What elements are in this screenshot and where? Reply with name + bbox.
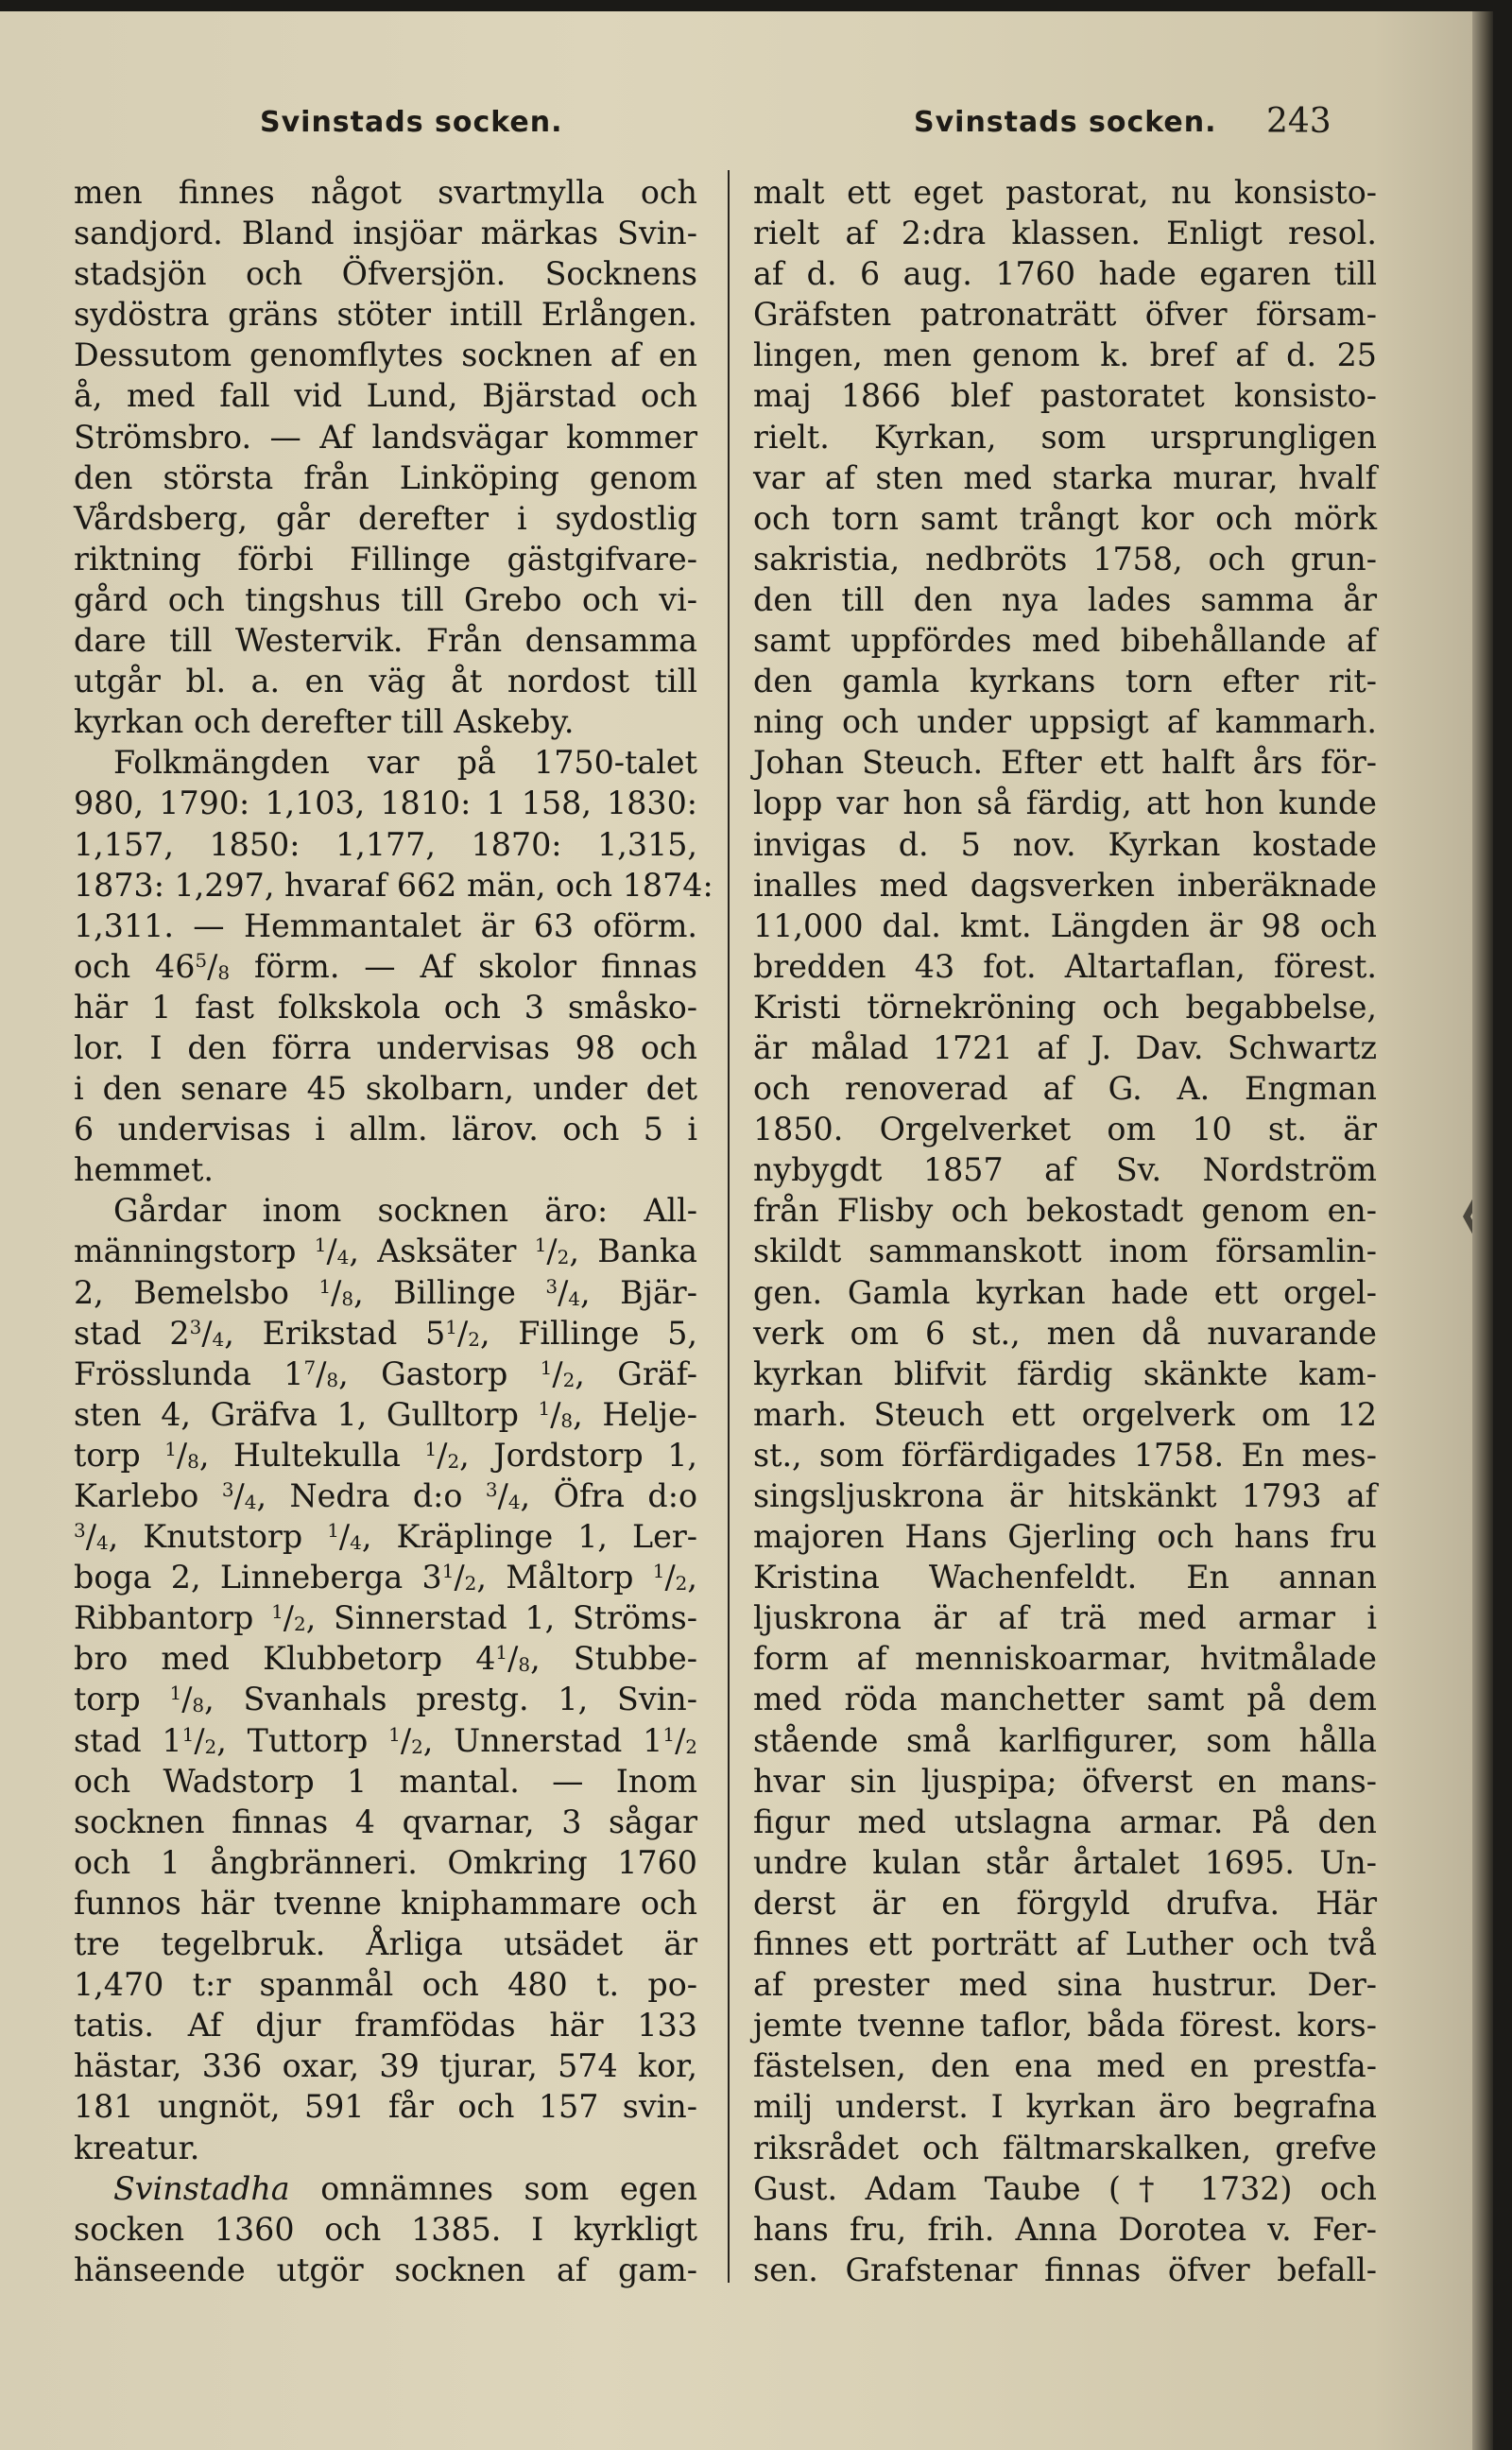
text-line: ljuskrona är af trä med armar i	[753, 1599, 1377, 1637]
text-line: Folkmängden var på 1750-talet	[113, 744, 697, 782]
text-line: den största från Linköping genom	[74, 458, 697, 496]
text-line: tatis. Af djur framfödas här 133	[74, 2007, 697, 2045]
text-line: lopp var hon så färdig, att hon kunde	[753, 785, 1377, 822]
text-line: rielt. Kyrkan, som ursprungligen	[753, 418, 1377, 456]
text-line: gen. Gamla kyrkan hade ett orgel-	[753, 1273, 1377, 1311]
text-line: skildt sammanskott inom församlin-	[753, 1233, 1377, 1270]
text-line: utgår bl. a. en väg åt nordost till	[74, 663, 697, 700]
text-line: den till den nya lades samma år	[753, 580, 1377, 618]
text-line: 11,000 dal. kmt. Längden är 98 och	[753, 906, 1377, 944]
text-line: jemte tvenne taflor, båda förest. kors-	[753, 2007, 1377, 2045]
text-line: stående små karlfigurer, som hålla	[753, 1721, 1377, 1759]
text-line: 1,311. — Hemmantalet är 63 oförm.	[74, 906, 697, 944]
running-header-right: Svinstads socken.	[914, 106, 1217, 139]
text-line: hästar, 336 oxar, 39 tjurar, 574 kor,	[74, 2047, 697, 2085]
running-header-left: Svinstads socken.	[260, 106, 563, 139]
text-line: å, med fall vid Lund, Bjärstad och	[74, 377, 697, 415]
text-line: st., som förfärdigades 1758. En mes-	[753, 1436, 1377, 1474]
text-line: funnos här tvenne kniphammare och	[74, 1884, 697, 1922]
text-line: hvar sin ljuspipa; öfverst en mans-	[753, 1762, 1377, 1800]
text-line: inalles med dagsverken inberäknade	[753, 866, 1377, 904]
text-line: 6 undervisas i allm. lärov. och 5 i	[74, 1111, 697, 1148]
text-line: och Wadstorp 1 mantal. — Inom	[74, 1762, 697, 1800]
text-line: Johan Steuch. Efter ett halft års för-	[753, 744, 1377, 782]
text-line: form af menniskoarmar, hvitmålade	[753, 1640, 1377, 1678]
text-line: men finnes något svartmylla och	[74, 174, 697, 211]
text-line: riksrådet och fältmarskalken, grefve	[753, 2129, 1377, 2166]
text-line: socknen finnas 4 qvarnar, 3 sågar	[74, 1803, 697, 1840]
text-line: sten 4, Gräfva 1, Gulltorp $^1/_8$, Helje-	[74, 1395, 697, 1433]
text-line: Ribbantorp $^1/_2$, Sinnerstad 1, Ströms-	[74, 1599, 697, 1637]
text-line: derst är en förgyld drufva. Här	[753, 1884, 1377, 1922]
page-edge-shadow	[1472, 11, 1493, 2450]
text-line: undre kulan står årtalet 1695. Un-	[753, 1843, 1377, 1881]
text-line: Gust. Adam Taube († 1732) och	[753, 2169, 1377, 2207]
text-line: hemmet.	[74, 1151, 214, 1189]
text-line: af prester med sina hustrur. Der-	[753, 1966, 1377, 2004]
text-line: sen. Grafstenar finnas öfver befall-	[753, 2251, 1377, 2288]
text-line: Svinstadha omnämnes som egen	[113, 2169, 697, 2207]
text-line: malt ett eget pastorat, nu konsisto-	[753, 174, 1377, 211]
left-text-column	[74, 172, 713, 2290]
text-line: 1850. Orgelverket om 10 st. är	[753, 1111, 1377, 1148]
text-line: 1873: 1,297, hvaraf 662 män, och 1874:	[74, 866, 713, 904]
text-line: figur med utslagna armar. På den	[753, 1803, 1377, 1840]
text-line: marh. Steuch ett orgelverk om 12	[753, 1395, 1377, 1433]
text-line: med röda manchetter samt på dem	[753, 1681, 1377, 1718]
text-line: kreatur.	[74, 2129, 200, 2166]
text-line: dare till Westervik. Från densamma	[74, 622, 697, 660]
text-line: männingstorp $^1/_4$, Asksäter $^1/_2$, Banka	[74, 1233, 697, 1270]
text-line: i den senare 45 skolbarn, under det	[74, 1070, 697, 1108]
text-line: hans fru, frih. Anna Dorotea v. Fer-	[753, 2210, 1377, 2248]
text-line: nybygdt 1857 af Sv. Nordström	[753, 1151, 1377, 1189]
text-line: och renoverad af G. A. Engman	[753, 1070, 1377, 1108]
text-line: hänseende utgör socknen af gam-	[74, 2251, 697, 2288]
page-number: 243	[1266, 102, 1332, 141]
text-line: Strömsbro. — Af landsvägar kommer	[74, 418, 697, 456]
text-line: lor. I den förra undervisas 98 och	[74, 1028, 697, 1066]
text-line: Gårdar inom socknen äro: All-	[113, 1192, 697, 1230]
text-line: gård och tingshus till Grebo och vi-	[74, 580, 697, 618]
column-divider	[728, 170, 730, 2283]
text-line: riktning förbi Fillinge gästgifvare-	[74, 540, 697, 578]
text-line: Frösslunda $1^7/_8$, Gastorp $^1/_2$, Gräf-	[74, 1354, 697, 1392]
text-line: Dessutom genomflytes socknen af en	[74, 336, 697, 374]
text-line: är målad 1721 af J. Dav. Schwartz	[753, 1028, 1377, 1066]
text-line: 1,157, 1850: 1,177, 1870: 1,315,	[74, 825, 697, 863]
text-line: invigas d. 5 nov. Kyrkan kostade	[753, 825, 1377, 863]
text-line: majoren Hans Gjerling och hans fru	[753, 1518, 1377, 1556]
text-line: var af sten med starka murar, hvalf	[753, 458, 1377, 496]
text-line: från Flisby och bekostadt genom en-	[753, 1192, 1377, 1230]
text-line: och 1 ångbränneri. Omkring 1760	[74, 1843, 697, 1881]
text-line: kyrkan och derefter till Askeby.	[74, 703, 575, 741]
text-line: torp $^1/_8$, Hultekulla $^1/_2$, Jordstorp 1,	[74, 1436, 697, 1474]
text-line: här 1 fast folkskola och 3 småsko-	[74, 988, 697, 1026]
text-line: verk om 6 st., men då nuvarande	[753, 1314, 1377, 1352]
text-line: sydöstra gräns stöter intill Erlången.	[74, 296, 697, 334]
text-line: $^3/_4$, Knutstorp $^1/_4$, Kräplinge 1, Ler-	[74, 1518, 697, 1556]
text-line: bro med Klubbetorp $4^1/_8$, Stubbe-	[74, 1640, 697, 1678]
text-line: fästelsen, den ena med en prestfa-	[753, 2047, 1377, 2085]
text-line: Vårdsberg, går derefter i sydostlig	[74, 499, 697, 537]
text-line: Gräfsten patronaträtt öfver försam-	[753, 296, 1377, 334]
text-line: milj underst. I kyrkan äro begrafna	[753, 2088, 1377, 2126]
text-line: och torn samt trångt kor och mörk	[753, 499, 1377, 537]
text-line: torp $^1/_8$, Svanhals prestg. 1, Svin-	[74, 1681, 697, 1718]
text-line: bredden 43 fot. Altartaflan, förest.	[753, 947, 1377, 985]
text-line: lingen, men genom k. bref af d. 25	[753, 336, 1377, 374]
text-line: socken 1360 och 1385. I kyrkligt	[74, 2210, 697, 2248]
right-text-column	[753, 172, 1377, 2290]
text-line: 2, Bemelsbo $^1/_8$, Billinge $^3/_4$, Bjär-	[74, 1273, 697, 1311]
text-line: ning och under uppsigt af kammarh.	[753, 703, 1377, 741]
text-line: den gamla kyrkans torn efter rit-	[753, 663, 1377, 700]
text-line: finnes ett porträtt af Luther och två	[753, 1925, 1377, 1963]
text-line: samt uppfördes med bibehållande af	[753, 622, 1377, 660]
text-line: sandjord. Bland insjöar märkas Svin-	[74, 215, 697, 252]
text-line: boga 2, Linneberga $3^1/_2$, Måltorp $^1/_2$,	[74, 1559, 697, 1596]
text-line: tre tegelbruk. Årliga utsädet är	[74, 1925, 697, 1963]
text-line: stadsjön och Öfversjön. Socknens	[74, 255, 697, 293]
text-line: Kristi törnekröning och begabbelse,	[753, 988, 1377, 1026]
text-line: 980, 1790: 1,103, 1810: 1 158, 1830:	[74, 785, 697, 822]
book-page	[0, 11, 1493, 2450]
text-line: kyrkan blifvit färdig skänkte kam-	[753, 1354, 1377, 1392]
text-line: Kristina Wachenfeldt. En annan	[753, 1559, 1377, 1596]
text-line: rielt af 2:dra klassen. Enligt resol.	[753, 215, 1377, 252]
text-line: Karlebo $^3/_4$, Nedra d:o $^3/_4$, Öfra d:o	[74, 1477, 697, 1514]
text-line: stad $2^3/_4$, Erikstad $5^1/_2$, Fillinge 5,	[74, 1314, 698, 1352]
text-line: sakristia, nedbröts 1758, och grun-	[753, 540, 1377, 578]
text-line: 181 ungnöt, 591 får och 157 svin-	[74, 2088, 697, 2126]
text-line: maj 1866 blef pastoratet konsisto-	[753, 377, 1377, 415]
text-line: stad $1^1/_2$, Tuttorp $^1/_2$, Unnerstad $1^1/_2$	[74, 1721, 697, 1759]
text-line: och $46^5/_8$ förm. — Af skolor finnas	[74, 947, 698, 985]
text-line: singsljuskrona är hitskänkt 1793 af	[753, 1477, 1377, 1514]
text-line: af d. 6 aug. 1760 hade egaren till	[753, 255, 1377, 293]
text-line: 1,470 t:r spanmål och 480 t. po-	[74, 1966, 697, 2004]
